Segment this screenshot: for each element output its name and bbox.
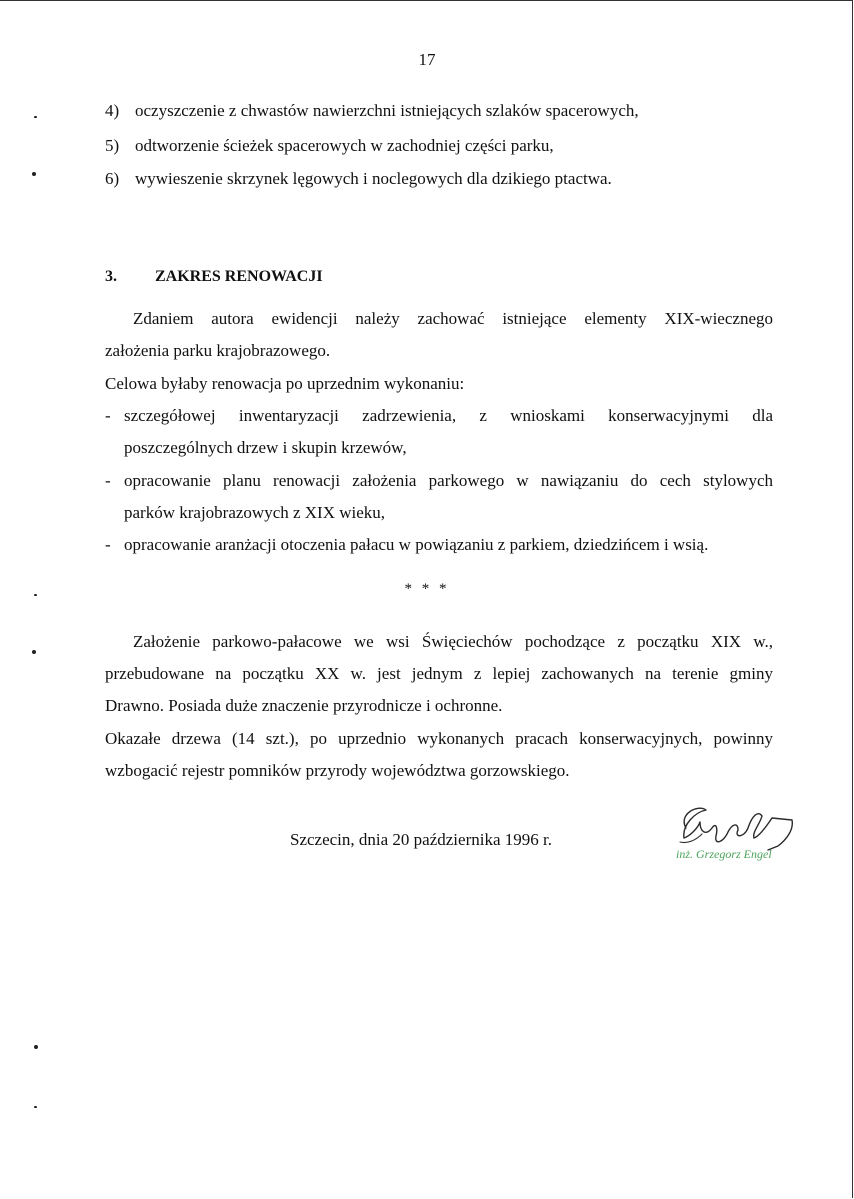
section-separator: * * * (404, 581, 450, 597)
page-number: 17 (418, 50, 436, 69)
signature-stamp: inż. Grzegorz Engel (676, 847, 772, 861)
paragraph-line: Celowa byłaby renowacja po uprzednim wykonaniu: (105, 374, 465, 393)
bullet-text: opracowanie aranżacji otoczenia pałacu w powiązaniu z parkiem, dziedzińcem i wsią. (124, 535, 709, 554)
paragraph-line: wzbogacić rejestr pomników przyrody województwa gorzowskiego. (105, 761, 570, 780)
list-item (105, 169, 612, 189)
bullet-dash: - (105, 471, 111, 490)
bullet-text: opracowanie planu renowacji założenia parkowego w nawiązaniu do cech stylowych (124, 471, 773, 490)
bullet-text-continued: poszczególnych drzew i skupin krzewów, (124, 438, 407, 457)
list-item (105, 136, 554, 156)
place-date: Szczecin, dnia 20 października 1996 r. (290, 830, 552, 849)
bullet-dash: - (105, 406, 111, 425)
list-item-text: oczyszczenie z chwastów nawierzchni istniejących szlaków spacerowych, (135, 101, 639, 120)
paragraph-line: Drawno. Posiada duże znaczenie przyrodnicze i ochronne. (105, 696, 503, 715)
paragraph-line: założenia parku krajobrazowego. (105, 341, 331, 360)
scan-mark (32, 650, 36, 654)
scan-mark (32, 172, 36, 176)
list-item-number: 4) (105, 101, 120, 120)
scan-mark (34, 116, 37, 118)
scan-mark (34, 1045, 38, 1049)
section-number: 3. (105, 268, 117, 285)
scan-mark (34, 594, 37, 596)
bullet-text-continued: parków krajobrazowych z XIX wieku, (124, 503, 386, 522)
list-item-text: odtworzenie ścieżek spacerowych w zachodniej części parku, (135, 136, 554, 155)
section-title: ZAKRES RENOWACJI (155, 268, 323, 285)
paragraph-line: Okazałe drzewa (14 szt.), po uprzednio wykonanych pracach konserwacyjnych, powinny (105, 729, 773, 748)
list-item-text: wywieszenie skrzynek lęgowych i noclegowych dla dzikiego ptactwa. (135, 169, 612, 188)
bullet-text: szczegółowej inwentaryzacji zadrzewienia, z wnioskami konserwacyjnymi dla (124, 406, 773, 425)
paragraph-line: Zdaniem autora ewidencji należy zachować istniejące elementy XIX-wiecznego (133, 309, 773, 328)
paragraph-line: przebudowane na początku XX w. jest jednym z lepiej zachowanych na terenie gminy (105, 664, 773, 683)
paragraph-line: Założenie parkowo-pałacowe we wsi Święciechów pochodzące z początku XIX w., (133, 632, 773, 651)
list-item-number: 5) (105, 136, 120, 155)
list-item-number: 6) (105, 169, 120, 188)
bullet-dash: - (105, 535, 111, 554)
list-item (105, 101, 639, 121)
scan-mark (34, 1106, 37, 1108)
